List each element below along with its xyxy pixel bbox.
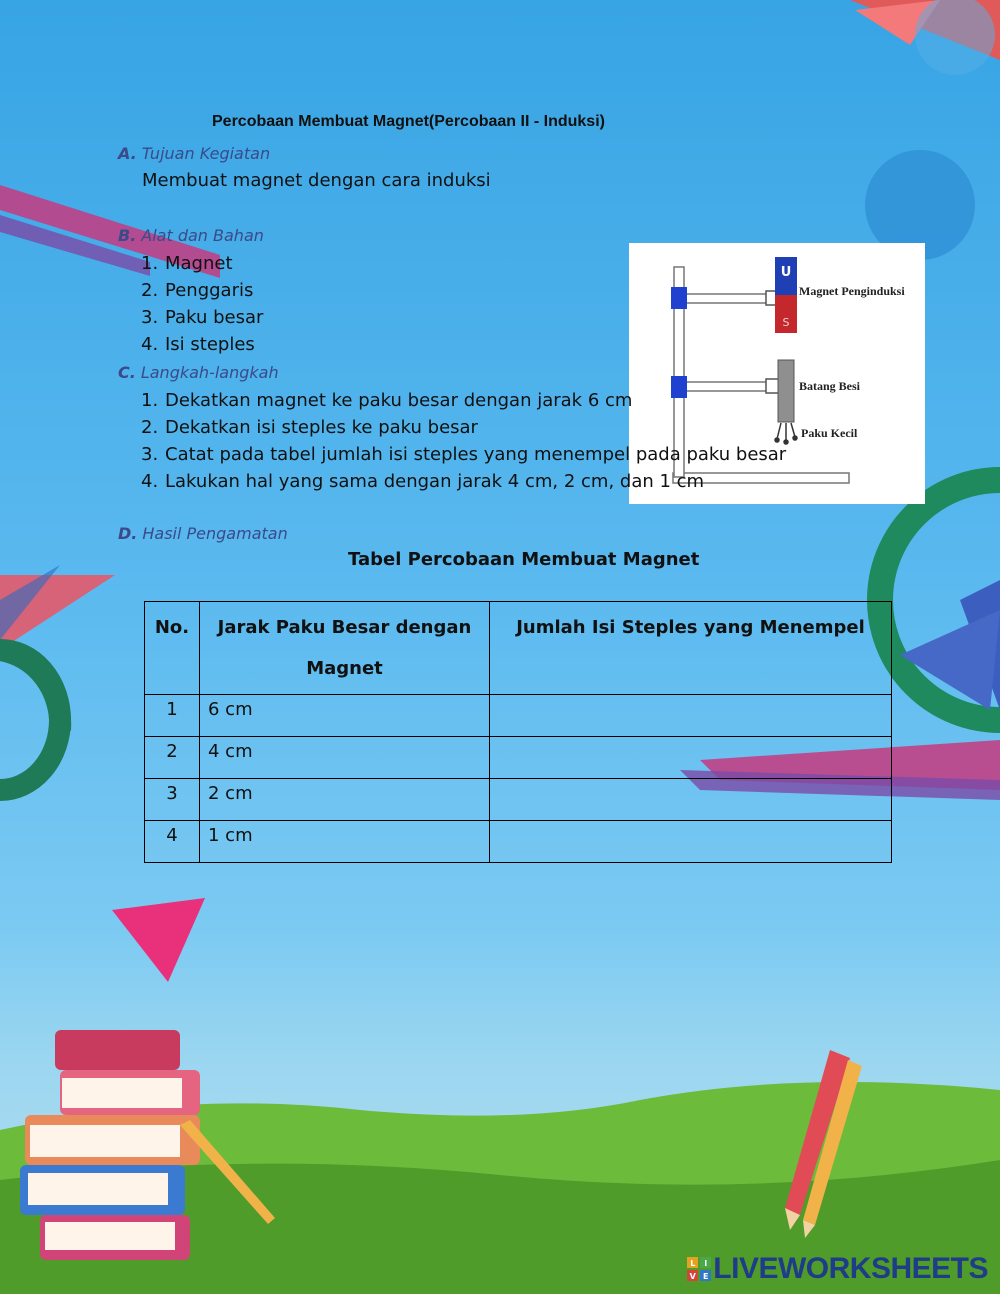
pole-s-label: S xyxy=(782,316,790,329)
cell-jarak: 4 cm xyxy=(200,737,490,779)
table-row xyxy=(145,821,892,863)
header-jarak xyxy=(200,602,490,695)
clamp-icon xyxy=(671,376,687,398)
cell-jumlah-input[interactable] xyxy=(490,821,892,863)
logo-letter: I xyxy=(704,1259,708,1268)
cell-no: 4 xyxy=(145,821,200,863)
clamp-icon xyxy=(671,287,687,309)
section-b-title: Alat dan Bahan xyxy=(141,226,264,245)
cell-jarak: 6 cm xyxy=(200,695,490,737)
section-c-title: Langkah-langkah xyxy=(140,363,279,382)
list-number: 4. xyxy=(141,471,159,492)
list-text: Catat pada tabel jumlah isi steples yang menempel pada paku besar xyxy=(165,444,787,465)
triangle-decoration xyxy=(112,898,205,982)
label-paku: Paku Kecil xyxy=(801,426,858,440)
list-text: Isi steples xyxy=(165,334,255,355)
list-item xyxy=(141,444,786,465)
list-text: Paku besar xyxy=(165,307,264,328)
list-number: 1. xyxy=(141,390,159,411)
list-number: 2. xyxy=(141,417,159,438)
section-a-letter: A. xyxy=(118,144,137,163)
list-item xyxy=(141,307,263,328)
brand-name: LIVEWORKSHEETS xyxy=(713,1252,988,1285)
list-text: Magnet xyxy=(165,253,233,274)
books-decoration xyxy=(20,1030,200,1260)
section-a-title: Tujuan Kegiatan xyxy=(141,144,271,163)
liveworksheets-logo-icon xyxy=(687,1257,711,1281)
section-c-letter: C. xyxy=(118,363,136,382)
cell-jumlah-input[interactable] xyxy=(490,779,892,821)
section-b-heading xyxy=(118,226,264,245)
cell-no: 3 xyxy=(145,779,200,821)
header-jarak-line2: Magnet xyxy=(306,658,383,679)
list-number: 3. xyxy=(141,444,159,465)
header-no: No. xyxy=(145,602,200,695)
table-header-row xyxy=(145,602,892,695)
logo-letter: V xyxy=(689,1272,696,1281)
cell-no: 1 xyxy=(145,695,200,737)
list-item xyxy=(141,417,478,438)
cell-jarak: 2 cm xyxy=(200,779,490,821)
list-text: Penggaris xyxy=(165,280,254,301)
pole-u-label: U xyxy=(780,265,792,280)
cell-jumlah-input[interactable] xyxy=(490,695,892,737)
logo-letter: L xyxy=(690,1259,696,1268)
list-number: 4. xyxy=(141,334,159,355)
list-item xyxy=(141,471,704,492)
cell-no: 2 xyxy=(145,737,200,779)
header-jarak-line1: Jarak Paku Besar dengan xyxy=(217,617,472,638)
table-row xyxy=(145,695,892,737)
logo-letter: E xyxy=(703,1272,709,1281)
list-text: Dekatkan magnet ke paku besar dengan jarak 6 cm xyxy=(165,390,633,411)
iron-bar xyxy=(778,360,794,422)
section-d-letter: D. xyxy=(118,524,138,543)
list-text: Lakukan hal yang sama dengan jarak 4 cm, 2 cm, dan 1 cm xyxy=(165,471,705,492)
cell-jarak: 1 cm xyxy=(200,821,490,863)
label-batang: Batang Besi xyxy=(799,379,861,393)
list-item xyxy=(141,334,255,355)
circle-decoration xyxy=(915,0,995,75)
results-table xyxy=(144,601,892,863)
list-number: 1. xyxy=(141,253,159,274)
section-d-title: Hasil Pengamatan xyxy=(142,524,288,543)
list-item xyxy=(141,253,233,274)
section-b-letter: B. xyxy=(118,226,137,245)
small-nails-icon xyxy=(775,423,797,444)
list-item xyxy=(141,390,632,411)
list-text: Dekatkan isi steples ke paku besar xyxy=(165,417,478,438)
section-c-heading xyxy=(118,363,279,382)
table-row xyxy=(145,779,892,821)
table-title: Tabel Percobaan Membuat Magnet xyxy=(348,549,700,570)
cell-jumlah-input[interactable] xyxy=(490,737,892,779)
liveworksheets-logo[interactable] xyxy=(687,1252,988,1286)
header-jumlah: Jumlah Isi Steples yang Menempel xyxy=(490,602,892,695)
table-row xyxy=(145,737,892,779)
label-magnet: Magnet Penginduksi xyxy=(799,284,905,298)
page-title: Percobaan Membuat Magnet(Percobaan II - Induksi) xyxy=(212,113,605,130)
list-item xyxy=(141,280,253,301)
section-d-heading xyxy=(118,524,288,543)
list-number: 2. xyxy=(141,280,159,301)
section-a-heading xyxy=(118,144,270,163)
section-a-text: Membuat magnet dengan cara induksi xyxy=(142,170,491,191)
list-number: 3. xyxy=(141,307,159,328)
